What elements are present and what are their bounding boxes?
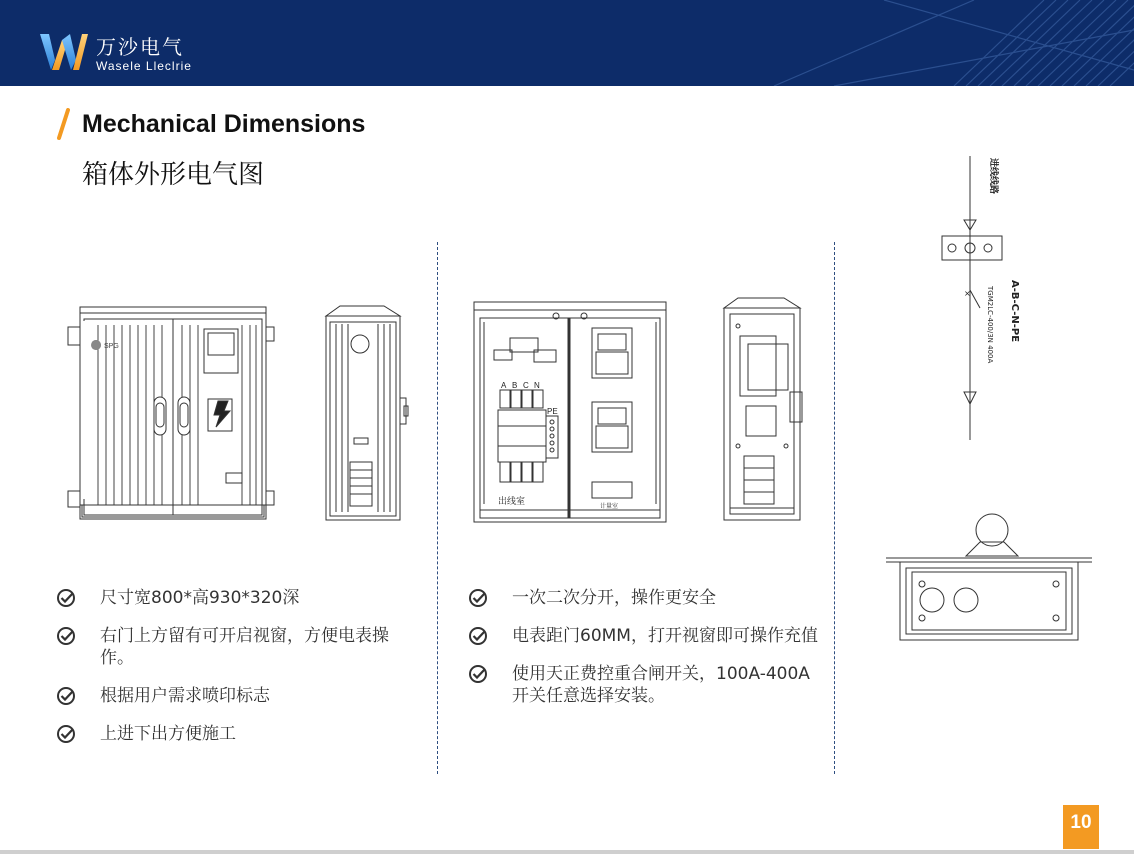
check-circle-icon	[468, 588, 488, 608]
diagram-breaker-label: TGM2LC-400/3N 400A	[986, 286, 994, 364]
list-item-text: 根据用户需求喷印标志	[100, 686, 270, 706]
w-logo-icon	[40, 32, 88, 72]
check-circle-icon	[56, 626, 76, 646]
check-circle-icon	[468, 664, 488, 684]
single-line-diagram	[936, 150, 1036, 450]
cabinet-interior-view	[470, 298, 670, 526]
check-circle-icon	[56, 588, 76, 608]
list-item	[56, 685, 416, 707]
check-circle-icon	[468, 626, 488, 646]
cabinet-interior-side-view	[718, 296, 810, 524]
title-accent-slash	[56, 108, 70, 140]
list-item-text: 一次二次分开，操作更安全	[512, 588, 716, 608]
phase-label-c: C	[523, 381, 529, 390]
cabinet-side-view	[320, 302, 412, 524]
column-divider-right	[834, 242, 835, 774]
list-item	[468, 625, 818, 647]
features-list-left	[56, 587, 416, 745]
phase-label-a: A	[501, 381, 507, 390]
check-circle-icon	[56, 724, 76, 744]
check-circle-icon	[56, 686, 76, 706]
phase-label-b: B	[512, 381, 518, 390]
front-badge-label: SPG	[104, 343, 119, 350]
pe-label: PE	[547, 407, 558, 416]
phase-label-n: N	[534, 381, 540, 390]
list-item-text: 使用天正费控重合闸开关，100A-400A开关任意选择安装。	[512, 664, 810, 706]
list-item-text: 上进下出方便施工	[100, 724, 236, 744]
column-divider-left	[437, 242, 438, 774]
cabinet-bottom-view	[884, 508, 1094, 644]
features-list-right	[468, 587, 818, 707]
list-item	[56, 625, 416, 669]
list-item	[468, 663, 818, 707]
brand-logo	[40, 36, 192, 72]
brand-name-en: Wasele Lleclrie	[96, 58, 192, 73]
diagram-incoming-label: 进线线路	[988, 158, 998, 195]
cabinet-front-view	[58, 305, 280, 523]
bottom-border	[0, 850, 1134, 854]
page-subtitle: 箱体外形电气图	[82, 160, 265, 190]
brand-name-cn: 万沙电气	[96, 34, 184, 59]
breaker-x-mark: ×	[964, 289, 971, 298]
list-item	[56, 587, 416, 609]
page-title: Mechanical Dimensions	[82, 110, 366, 138]
list-item	[468, 587, 818, 609]
list-item-text: 尺寸宽800*高930*320深	[100, 588, 300, 608]
list-item-text: 电表距门60MM，打开视窗即可操作充值	[512, 626, 818, 646]
page-number-badge: 10	[1063, 805, 1099, 849]
metering-room-label: 计量室	[600, 503, 619, 510]
diagram-phase-label: A-B-C-N-PE	[1009, 280, 1020, 343]
list-item	[56, 723, 416, 745]
header-banner	[0, 0, 1134, 86]
outgoing-room-label: 出线室	[498, 497, 526, 507]
list-item-text: 右门上方留有可开启视窗，方便电表操作。	[100, 626, 389, 668]
header-decoration	[714, 0, 1134, 86]
